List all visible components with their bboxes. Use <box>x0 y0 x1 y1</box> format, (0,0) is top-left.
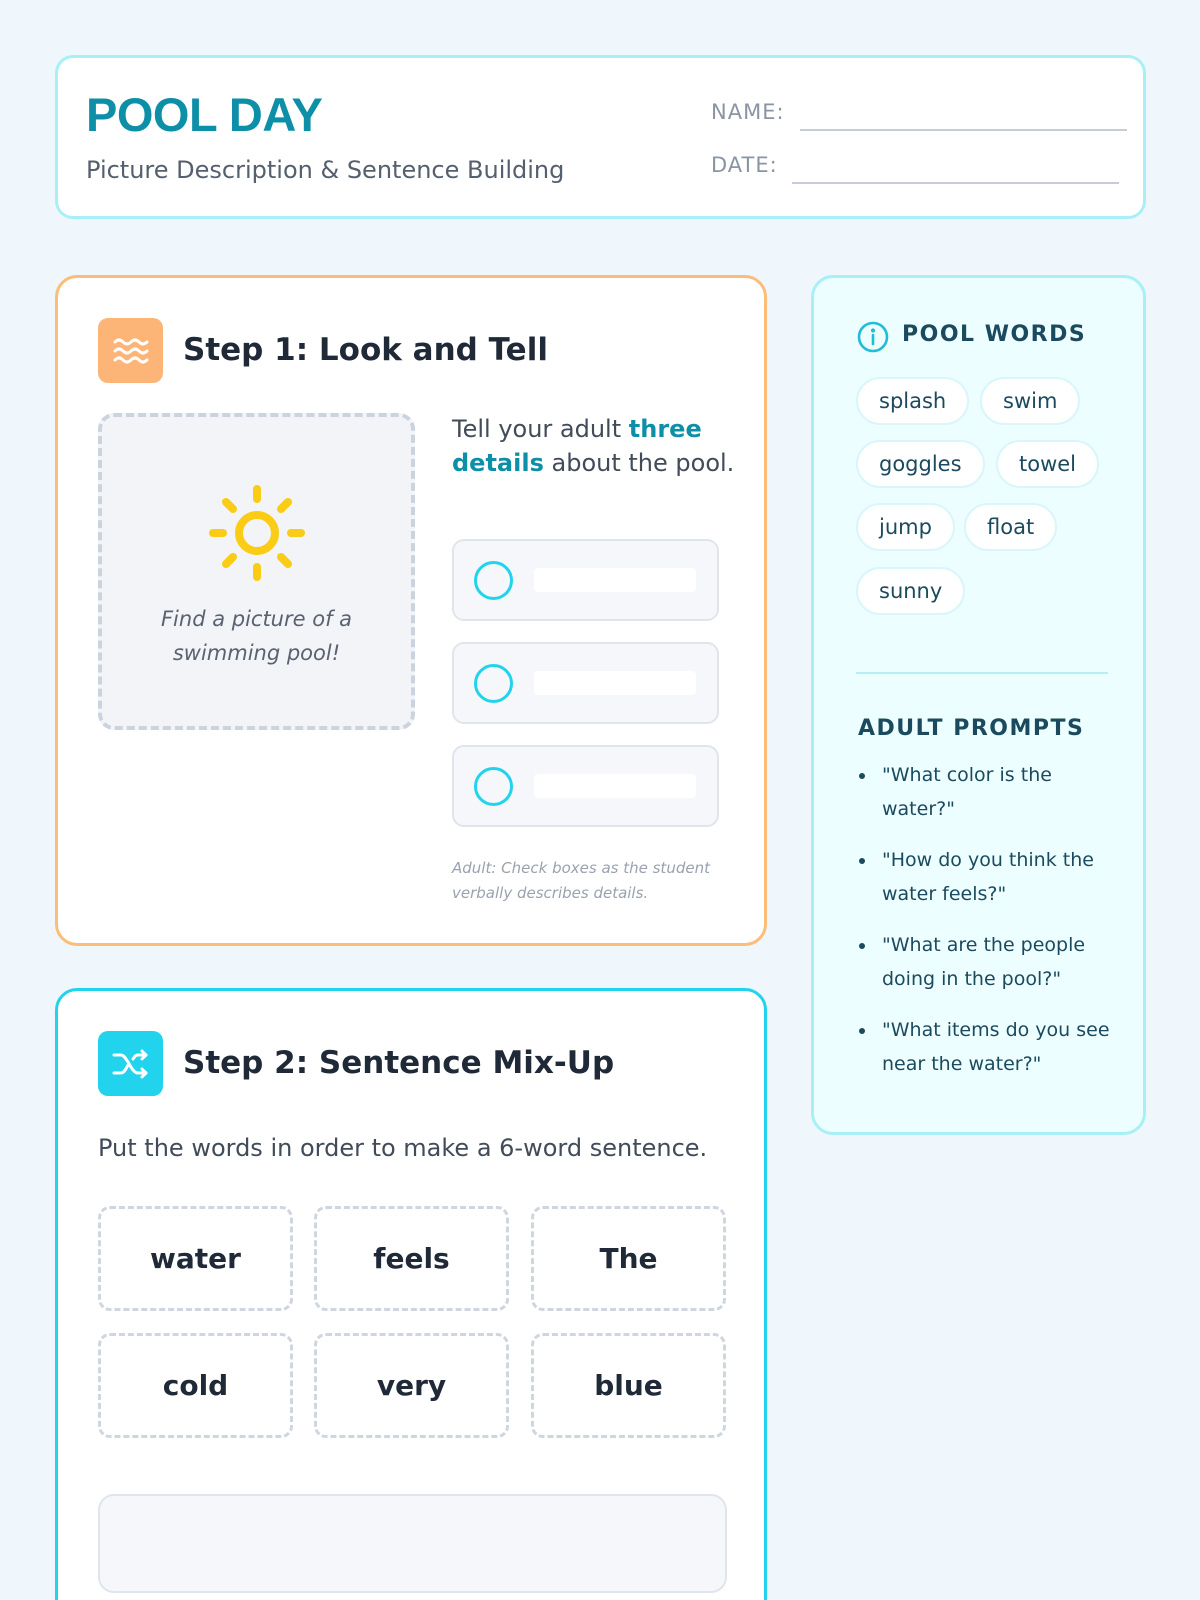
shuffle-icon <box>98 1031 163 1096</box>
word-chip[interactable]: jump <box>856 503 955 551</box>
step2-card <box>55 988 767 1600</box>
sidebar <box>811 275 1146 1135</box>
pool-words-heading: POOL WORDS <box>902 322 1087 347</box>
detail-row <box>452 745 719 827</box>
detail-input[interactable] <box>534 774 696 798</box>
step1-card <box>55 275 767 946</box>
sun-icon <box>205 481 309 585</box>
name-label: NAME: <box>711 100 785 124</box>
word-chip[interactable]: splash <box>856 377 969 425</box>
instruction-highlight: three details <box>452 415 702 477</box>
word-tile[interactable]: very <box>314 1333 509 1438</box>
word-chip[interactable]: goggles <box>856 440 985 488</box>
word-chip[interactable]: swim <box>980 377 1080 425</box>
detail-checkbox[interactable] <box>474 767 513 806</box>
step2-instruction: Put the words in order to make a 6-word sentence. <box>98 1134 708 1162</box>
word-tile[interactable]: blue <box>531 1333 726 1438</box>
instruction-text-start: Tell your adult <box>452 415 629 443</box>
word-tile[interactable]: water <box>98 1206 293 1311</box>
prompt-item: "What color is the water?" <box>856 758 1116 826</box>
prompt-item: "What are the people doing in the pool?" <box>856 928 1116 996</box>
detail-input[interactable] <box>534 568 696 592</box>
word-chip[interactable]: sunny <box>856 567 965 615</box>
page-subtitle: Picture Description & Sentence Building <box>86 156 565 184</box>
detail-checkbox[interactable] <box>474 664 513 703</box>
waves-icon <box>98 318 163 383</box>
instruction-text-end: about the pool. <box>543 449 735 477</box>
word-tile[interactable]: The <box>531 1206 726 1311</box>
step2-title: Step 2: Sentence Mix-Up <box>183 1045 615 1081</box>
adult-prompts-heading: ADULT PROMPTS <box>858 716 1085 741</box>
prompt-item: "What items do you see near the water?" <box>856 1013 1116 1081</box>
step1-title: Step 1: Look and Tell <box>183 332 548 368</box>
sidebar-divider <box>856 672 1108 674</box>
sentence-answer-box[interactable] <box>98 1494 727 1593</box>
page-title: POOL DAY <box>86 88 323 141</box>
worksheet-header <box>55 55 1146 219</box>
detail-row <box>452 642 719 724</box>
date-field[interactable] <box>792 182 1119 184</box>
detail-input[interactable] <box>534 671 696 695</box>
word-tile[interactable]: feels <box>314 1206 509 1311</box>
prompt-item: "How do you think the water feels?" <box>856 843 1116 911</box>
detail-row <box>452 539 719 621</box>
info-icon <box>856 320 890 354</box>
date-label: DATE: <box>711 153 778 177</box>
word-chip[interactable]: float <box>964 503 1057 551</box>
word-chip[interactable]: towel <box>996 440 1099 488</box>
name-field[interactable] <box>800 129 1127 131</box>
adult-prompts-list <box>856 758 1116 1098</box>
word-tile[interactable]: cold <box>98 1333 293 1438</box>
step1-instruction <box>452 412 737 480</box>
picture-caption: Find a picture of a swimming pool! <box>160 607 353 665</box>
adult-note: Adult: Check boxes as the student verbally describes details. <box>452 859 710 902</box>
detail-checkbox[interactable] <box>474 561 513 600</box>
picture-drop-zone[interactable] <box>98 413 415 730</box>
